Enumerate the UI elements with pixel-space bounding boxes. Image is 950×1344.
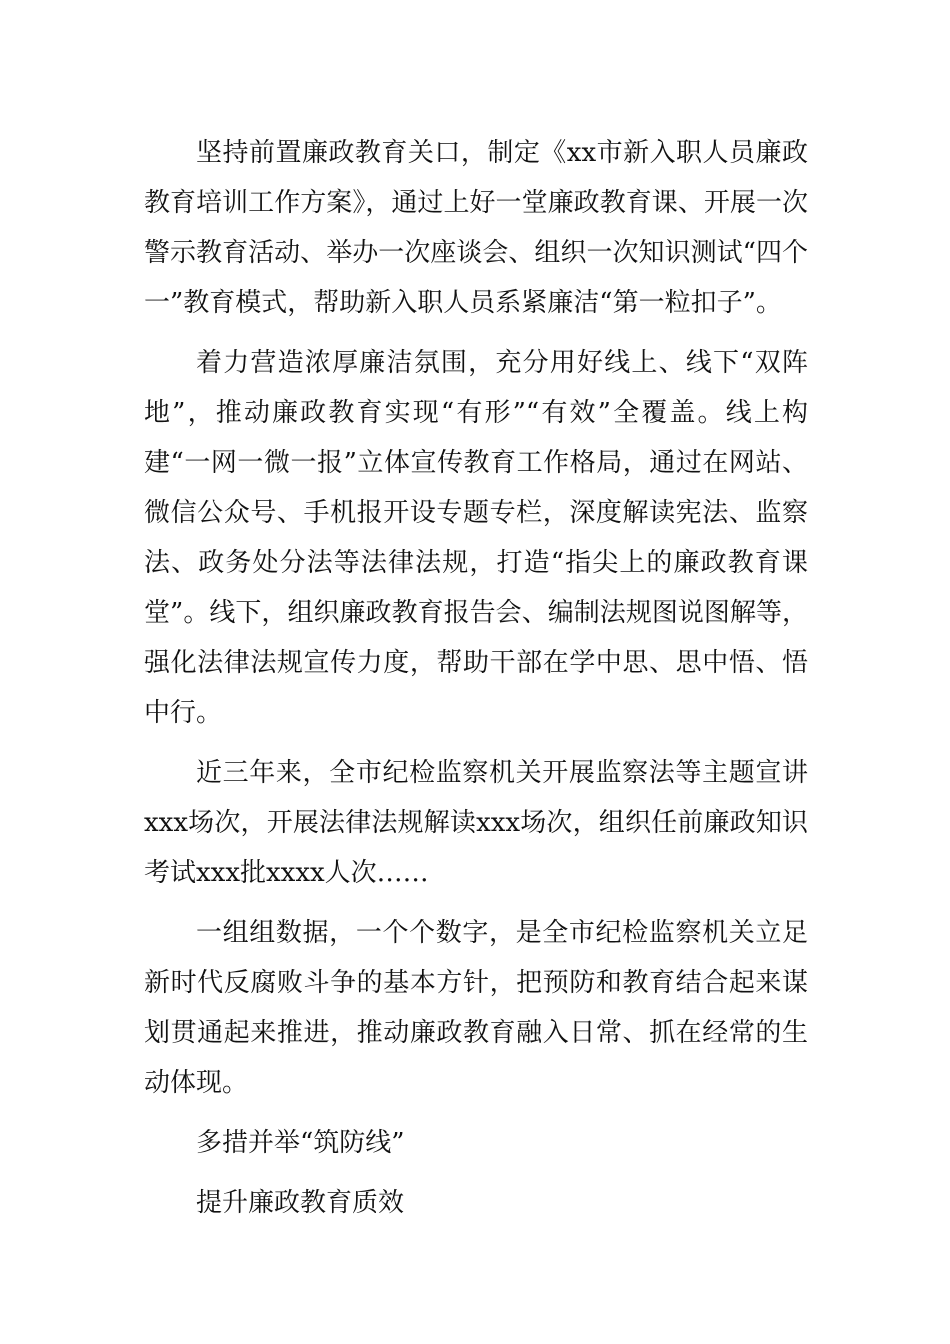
paragraph-summary: 一组组数据，一个个数字，是全市纪检监察机关立足新时代反腐败斗争的基本方针，把预防和教育结合起来谋划贯通起来推进，推动廉政教育融入日常、抓在经常的生动体现。 — [144, 918, 808, 1098]
section-heading-line-1: 多措并举“筑防线” — [196, 1128, 405, 1158]
paragraph-pre-entry-education: 坚持前置廉政教育关口，制定《xx市新入职人员廉政教育培训工作方案》，通过上好一堂廉政教育课、开展一次警示教育活动、举办一次座谈会、组织一次知识测试“四个一”教育模式，帮助新入职人员系紧廉洁“第一粒扣子”。 — [144, 138, 808, 318]
document-body — [144, 128, 808, 1238]
paragraph-atmosphere: 着力营造浓厚廉洁氛围，充分用好线上、线下“双阵地”，推动廉政教育实现“有形”“有效”全覆盖。线上构建“一网一微一报”立体宣传教育工作格局，通过在网站、微信公众号、手机报开设专题专栏，深度解读宪法、监察法、政务处分法等法律法规，打造“指尖上的廉政教育课堂”。线下，组织廉政教育报告会、编制法规图说图解等，强化法律法规宣传力度，帮助干部在学中思、思中悟、悟中行。 — [144, 348, 808, 728]
section-heading-line-2: 提升廉政教育质效 — [196, 1188, 405, 1218]
paragraph-statistics: 近三年来，全市纪检监察机关开展监察法等主题宣讲xxx场次，开展法律法规解读xxx场次，组织任前廉政知识考试xxx批xxxx人次…… — [144, 758, 808, 888]
